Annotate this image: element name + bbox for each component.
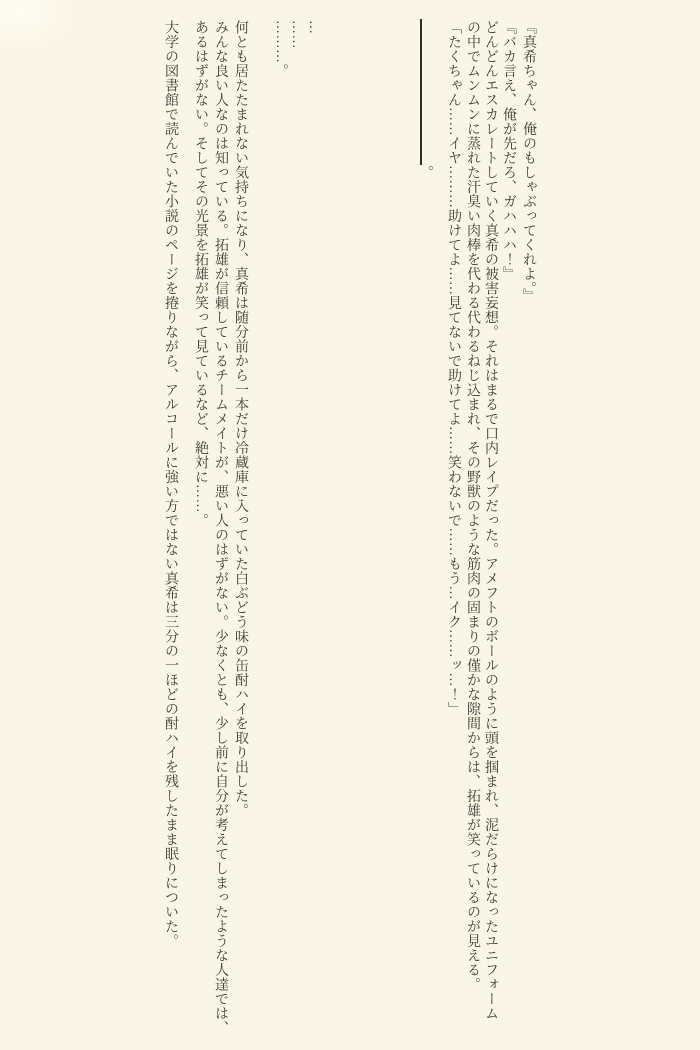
ellipsis-line-1: … — [306, 20, 321, 35]
ellipsis-line-2: …… — [289, 20, 304, 49]
scene-break-period: 。 — [418, 165, 433, 179]
narration-col-4: みんな良い人なのは知っている。拓雄が信頼しているチームメイトが、悪い人のはずがない。少なくとも、少し前に自分が考えてしまったような人達では、 — [213, 20, 228, 1035]
imagined-dialogue-2: 『バカ言え、俺が先だろ、ガハハハ！』 — [501, 20, 516, 281]
narration-col-6: 大学の図書館で読んでいた小説のページを捲りながら、アルコールに強い方ではない真希は三分の一ほどの酎ハイを残したまま眠りについた。 — [163, 20, 178, 948]
maki-dialogue: 「たくちゃん……イヤ………助けてよ……見てないで助けてよ……笑わないで……もう…イク……ッ…！」 — [446, 20, 461, 716]
ellipsis-line-3: ………。 — [273, 20, 288, 78]
narration-col-1: どんどんエスカレートしていく真希の被害妄想。それはまるで口内レイプだった。アメフトのボールのように頭を掴まれ、泥だらけになったユニフォーム — [483, 20, 498, 1021]
scene-break-line-icon — [420, 19, 422, 165]
imagined-dialogue-1: 『真希ちゃん、俺のもしゃぶってくれよ。』 — [521, 20, 536, 303]
narration-col-3: 何とも居たたまれない気持ちになり、真希は随分前から一本だけ冷蔵庫に入っていた白ぶどう味の缶酎ハイを取り出した。 — [233, 20, 248, 818]
scene-break-rule — [412, 19, 433, 179]
narration-col-5: あるはずがない。そしてその光景を拓雄が笑って見ているなど、絶対に……。 — [193, 20, 208, 528]
narration-col-2: の中でムンムンに蒸れた汗臭い肉棒を代わる代わるねじ込まれ、その野獣のような筋肉の固まりの僅かな隙間からは、拓雄が笑っているのが見える。 — [465, 20, 480, 992]
